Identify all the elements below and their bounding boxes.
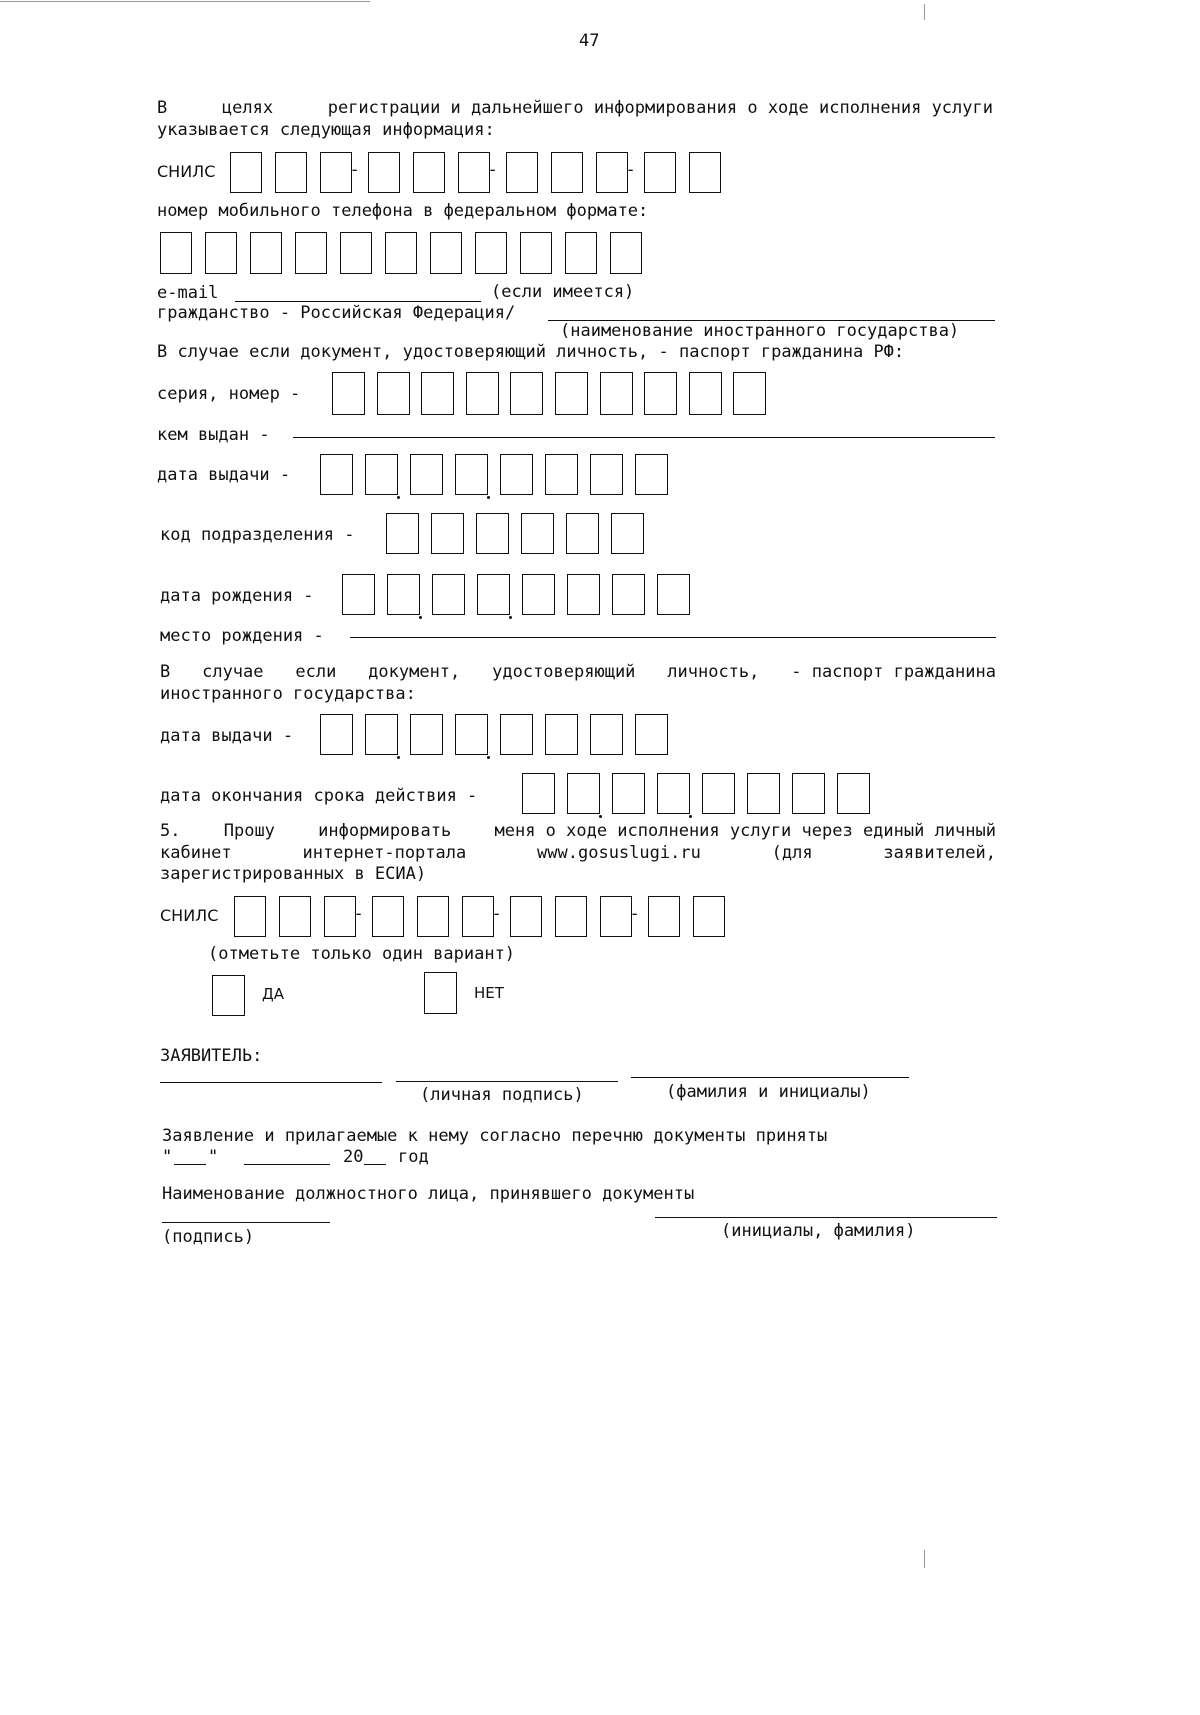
citizenship-label: гражданство - Российская Федерация/ (157, 303, 516, 323)
official-signature-line[interactable] (162, 1222, 330, 1223)
series-number-cell[interactable] (332, 372, 365, 415)
snils-separator: - (487, 159, 498, 180)
birth-place-label: место рождения - (160, 626, 324, 646)
issue-date-separator-dot (487, 496, 490, 499)
snils-2-cell[interactable] (648, 896, 680, 937)
phone-cell[interactable] (250, 232, 282, 274)
snils-2-separator: - (353, 903, 364, 924)
birth-date-separator-dot (509, 616, 512, 619)
series-number-cell[interactable] (466, 372, 499, 415)
series-number-cell[interactable] (733, 372, 766, 415)
issue-date-cell[interactable] (410, 454, 443, 495)
snils-2-cell[interactable] (600, 896, 632, 937)
yes-label: ДА (262, 985, 284, 1003)
snils-2-cell[interactable] (279, 896, 311, 937)
snils-cell[interactable] (689, 152, 721, 193)
series-number-cell[interactable] (555, 372, 588, 415)
snils-cell[interactable] (506, 152, 538, 193)
foreign-issue-date-cell[interactable] (545, 714, 578, 755)
intro-line-2: указывается следующая информация: (157, 120, 495, 140)
foreign-issue-date-cell[interactable] (635, 714, 668, 755)
expiry-date-cell[interactable] (657, 773, 690, 814)
expiry-date-cell[interactable] (612, 773, 645, 814)
expiry-date-cell[interactable] (792, 773, 825, 814)
expiry-date-cell[interactable] (747, 773, 780, 814)
snils-cell[interactable] (368, 152, 400, 193)
birth-date-cell[interactable] (567, 574, 600, 615)
item5-line-1: 5. Прошу информировать меня о ходе исполнения услуги через единый личный (160, 821, 996, 841)
snils-2-cell[interactable] (234, 896, 266, 937)
email-label: e-mail (157, 283, 219, 303)
foreign-issue-date-separator-dot (397, 756, 400, 759)
expiry-date-label: дата окончания срока действия - (160, 786, 478, 806)
date-year-prefix: 20 (343, 1147, 364, 1167)
phone-cell[interactable] (475, 232, 507, 274)
issue-date-cell[interactable] (590, 454, 623, 495)
series-number-label: серия, номер - (157, 384, 301, 404)
series-number-cell[interactable] (600, 372, 633, 415)
date-month-field[interactable] (244, 1164, 330, 1165)
birth-date-cell[interactable] (522, 574, 555, 615)
division-code-cell[interactable] (476, 513, 509, 554)
division-code-cell[interactable] (566, 513, 599, 554)
birth-date-cell[interactable] (477, 574, 510, 615)
birth-date-cell[interactable] (432, 574, 465, 615)
issue-date-label: дата выдачи - (157, 465, 291, 485)
birth-date-cell[interactable] (612, 574, 645, 615)
scan-edge-mark (924, 4, 925, 20)
snils-cell[interactable] (230, 152, 262, 193)
item5-line-3: зарегистрированных в ЕСИА) (160, 864, 427, 884)
applicant-signature-line[interactable] (396, 1081, 618, 1082)
official-name-hint: (инициалы, фамилия) (721, 1221, 916, 1241)
snils-cell[interactable] (644, 152, 676, 193)
official-name-line[interactable] (655, 1217, 997, 1218)
snils-cell[interactable] (275, 152, 307, 193)
phone-cell[interactable] (385, 232, 417, 274)
issue-date-cell[interactable] (545, 454, 578, 495)
foreign-passport-heading-line-2: иностранного государства: (160, 684, 416, 704)
expiry-date-cell[interactable] (522, 773, 555, 814)
citizenship-hint: (наименование иностранного государства) (560, 321, 960, 341)
signature-hint: (личная подпись) (420, 1085, 584, 1105)
scan-edge-mark (924, 1550, 925, 1568)
foreign-issue-date-cell[interactable] (455, 714, 488, 755)
issued-by-label: кем выдан - (157, 425, 270, 445)
snils-cell[interactable] (596, 152, 628, 193)
scan-edge-line (0, 1, 370, 2)
date-day-field[interactable] (174, 1164, 206, 1165)
issue-date-cell[interactable] (455, 454, 488, 495)
snils-cell[interactable] (458, 152, 490, 193)
no-label: НЕТ (474, 984, 504, 1002)
expiry-date-cell[interactable] (837, 773, 870, 814)
date-year-suffix: год (398, 1147, 429, 1167)
foreign-issue-date-cell[interactable] (410, 714, 443, 755)
snils-label-2: СНИЛС (160, 906, 219, 925)
applicant-label: ЗАЯВИТЕЛЬ: (160, 1046, 263, 1066)
issue-date-cell[interactable] (500, 454, 533, 495)
phone-cell[interactable] (160, 232, 192, 274)
rf-passport-heading: В случае если документ, удостоверяющий личность, - паспорт гражданина РФ: (157, 342, 905, 362)
phone-cell[interactable] (520, 232, 552, 274)
page-number: 47 (579, 31, 600, 51)
phone-label: номер мобильного телефона в федеральном формате: (157, 201, 649, 221)
snils-cell[interactable] (320, 152, 352, 193)
division-code-cell[interactable] (431, 513, 464, 554)
foreign-issue-date-cell[interactable] (365, 714, 398, 755)
birth-date-label: дата рождения - (160, 586, 314, 606)
expiry-date-separator-dot (689, 815, 692, 818)
snils-2-cell[interactable] (555, 896, 587, 937)
intro-line-1: В целях регистрации и дальнейшего информирования о ходе исполнения услуги (157, 98, 993, 118)
series-number-cell[interactable] (421, 372, 454, 415)
snils-2-cell[interactable] (372, 896, 404, 937)
expiry-date-cell[interactable] (702, 773, 735, 814)
phone-cell[interactable] (295, 232, 327, 274)
foreign-passport-heading: В случае если документ, удостоверяющий личность, - паспорт гражданина (160, 662, 996, 682)
snils-2-cell[interactable] (693, 896, 725, 937)
name-hint: (фамилия и инициалы) (666, 1082, 871, 1102)
snils-2-cell[interactable] (417, 896, 449, 937)
choice-note: (отметьте только один вариант) (208, 944, 516, 964)
division-code-cell[interactable] (386, 513, 419, 554)
date-quote-open: " (162, 1147, 173, 1167)
phone-cell[interactable] (205, 232, 237, 274)
series-number-cell[interactable] (644, 372, 677, 415)
issue-date-cell[interactable] (365, 454, 398, 495)
foreign-issue-date-separator-dot (487, 756, 490, 759)
official-label: Наименование должностного лица, принявшего документы (162, 1184, 695, 1204)
snils-2-cell[interactable] (510, 896, 542, 937)
issue-date-cell[interactable] (635, 454, 668, 495)
issue-date-separator-dot (397, 496, 400, 499)
birth-date-separator-dot (419, 616, 422, 619)
accepted-text: Заявление и прилагаемые к нему согласно перечню документы приняты (162, 1126, 828, 1146)
series-number-cell[interactable] (689, 372, 722, 415)
foreign-issue-date-cell[interactable] (500, 714, 533, 755)
birth-date-cell[interactable] (657, 574, 690, 615)
phone-cell[interactable] (610, 232, 642, 274)
snils-2-separator: - (629, 903, 640, 924)
series-number-cell[interactable] (377, 372, 410, 415)
phone-cell[interactable] (565, 232, 597, 274)
email-note: (если имеется) (491, 282, 635, 302)
snils-separator: - (349, 159, 360, 180)
birth-date-cell[interactable] (342, 574, 375, 615)
expiry-date-cell[interactable] (567, 773, 600, 814)
foreign-issue-date-cell[interactable] (320, 714, 353, 755)
snils-2-cell[interactable] (462, 896, 494, 937)
date-quote-close: " (208, 1147, 219, 1167)
foreign-issue-date-label: дата выдачи - (160, 726, 294, 746)
issue-date-cell[interactable] (320, 454, 353, 495)
expiry-date-separator-dot (599, 815, 602, 818)
snils-2-cell[interactable] (324, 896, 356, 937)
applicant-name-line[interactable] (631, 1077, 909, 1078)
birth-place-field[interactable] (350, 637, 996, 638)
applicant-line-1[interactable] (160, 1082, 382, 1083)
snils-cell[interactable] (551, 152, 583, 193)
birth-date-cell[interactable] (387, 574, 420, 615)
phone-cell[interactable] (340, 232, 372, 274)
item5-line-2: кабинет интернет-портала www.gosuslugi.ru (для заявителей, (160, 843, 996, 863)
division-code-cell[interactable] (521, 513, 554, 554)
snils-label: СНИЛС (157, 162, 216, 181)
division-code-label: код подразделения - (160, 525, 355, 545)
snils-cell[interactable] (413, 152, 445, 193)
snils-separator: - (625, 159, 636, 180)
foreign-issue-date-cell[interactable] (590, 714, 623, 755)
phone-cell[interactable] (430, 232, 462, 274)
official-signature-hint: (подпись) (162, 1227, 255, 1247)
date-year-field[interactable] (364, 1164, 386, 1165)
no-checkbox[interactable] (424, 972, 457, 1014)
series-number-cell[interactable] (510, 372, 543, 415)
snils-2-separator: - (491, 903, 502, 924)
yes-checkbox[interactable] (212, 975, 245, 1016)
issued-by-field[interactable] (293, 437, 995, 438)
division-code-cell[interactable] (611, 513, 644, 554)
email-field[interactable] (235, 301, 481, 302)
